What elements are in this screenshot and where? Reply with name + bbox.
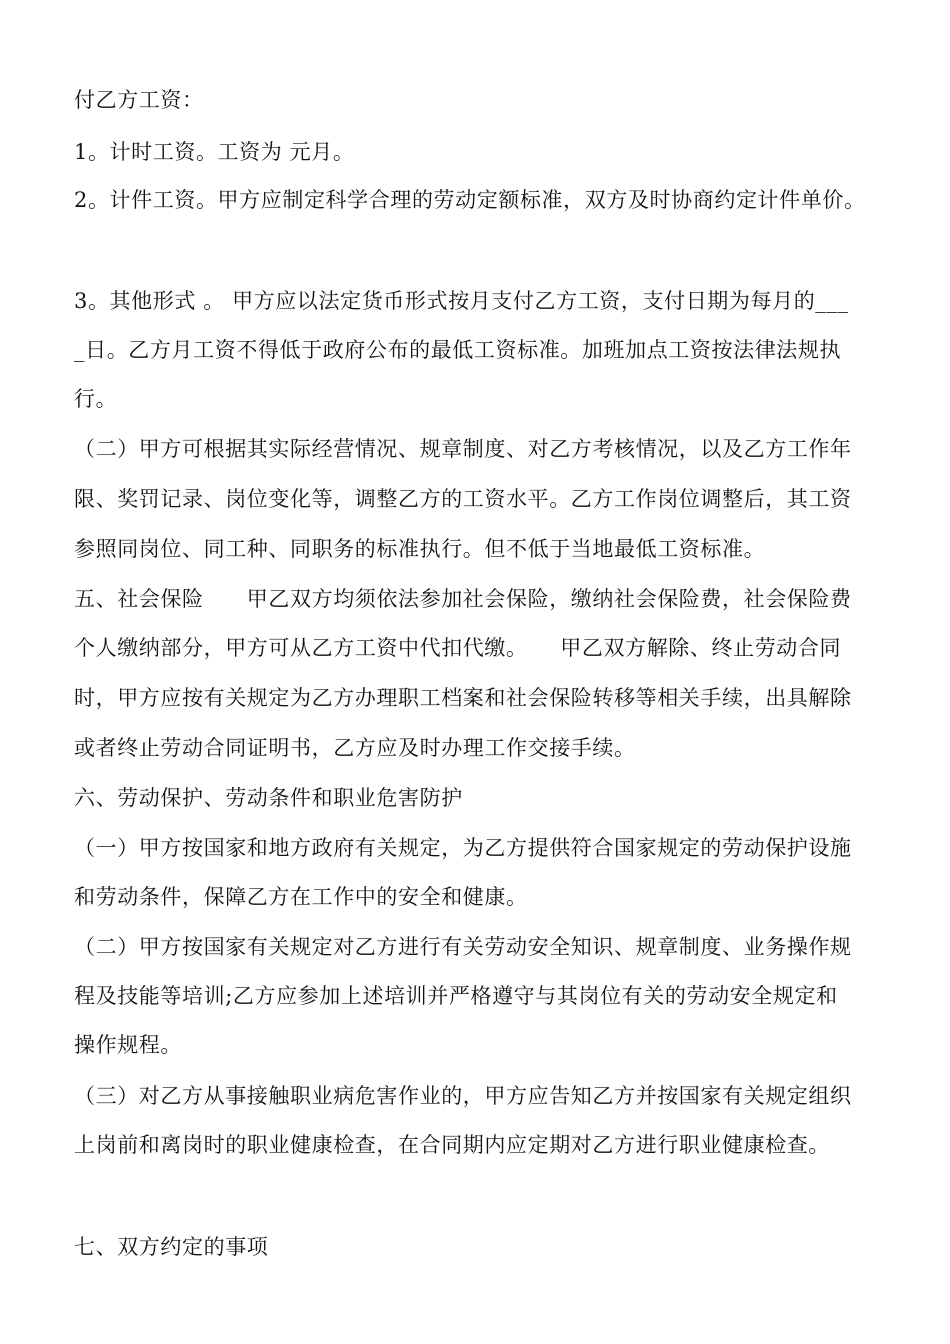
text-line: 限、奖罚记录、岗位变化等，调整乙方的工资水平。乙方工作岗位调整后，其工资: [74, 487, 852, 511]
text-line: 五、社会保险 甲乙双方均须依法参加社会保险，缴纳社会保险费，社会保险费: [74, 587, 852, 611]
text-line: （三）对乙方从事接触职业病危害作业的，甲方应告知乙方并按国家有关规定组织: [74, 1084, 852, 1108]
section-heading: 七、双方约定的事项: [74, 1235, 269, 1259]
text-line: _日。乙方月工资不得低于政府公布的最低工资标准。加班加点工资按法律法规执: [74, 338, 842, 362]
text-line: （二）甲方按国家有关规定对乙方进行有关劳动安全知识、规章制度、业务操作规: [74, 935, 852, 959]
text-line: （一）甲方按国家和地方政府有关规定，为乙方提供符合国家规定的劳动保护设施: [74, 836, 852, 860]
text-line: 上岗前和离岗时的职业健康检查，在合同期内应定期对乙方进行职业健康检查。: [74, 1133, 830, 1157]
text-line: 和劳动条件，保障乙方在工作中的安全和健康。: [74, 885, 528, 909]
text-line: 1。计时工资。工资为 元月。: [74, 140, 355, 164]
text-line: 3。其他形式 。 甲方应以法定货币形式按月支付乙方工资，支付日期为每月的___: [74, 289, 849, 313]
text-line: （二）甲方可根据其实际经营情况、规章制度、对乙方考核情况，以及乙方工作年: [74, 437, 852, 461]
text-line: 2。计件工资。甲方应制定科学合理的劳动定额标准，双方及时协商约定计件单价。: [74, 188, 866, 212]
text-line: 付乙方工资：: [74, 88, 204, 112]
text-line: 操作规程。: [74, 1033, 182, 1057]
text-line: 程及技能等培训;乙方应参加上述培训并严格遵守与其岗位有关的劳动安全规定和: [74, 984, 838, 1008]
text-line: 六、劳动保护、劳动条件和职业危害防护: [74, 786, 463, 810]
text-line: 时，甲方应按有关规定为乙方办理职工档案和社会保险转移等相关手续，出具解除: [74, 686, 852, 710]
text-line: 参照同岗位、同工种、同职务的标准执行。但不低于当地最低工资标准。: [74, 537, 766, 561]
text-line: 个人缴纳部分，甲方可从乙方工资中代扣代缴。 甲乙双方解除、终止劳动合同: [74, 636, 842, 660]
text-line: 行。: [74, 387, 118, 411]
text-line: 或者终止劳动合同证明书，乙方应及时办理工作交接手续。: [74, 736, 636, 760]
